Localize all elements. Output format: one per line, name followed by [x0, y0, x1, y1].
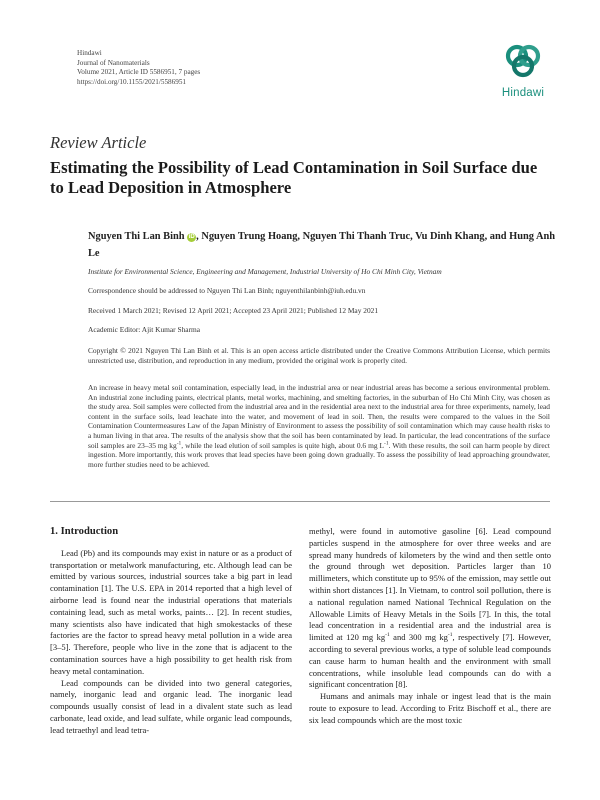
hindawi-logo — [495, 41, 551, 109]
hindawi-logo-icon — [503, 41, 543, 81]
logo-wordmark: Hindawi — [501, 87, 545, 99]
intro-text-a: methyl, were found in automotive gasoline [6]. Lead compound particles suspend in the atmosphere for over three weeks and are spread many hundreds of kilometers by the wind and then settle onto the ground through wet deposition. Particles larger than 10 millimeters, which constitute up to 95% of the emission, may settle out within short distances [1]. In Vietnam, to control soil pollution, there is a national regulation named National Technical Regulation on the Allowable Limits of Heavy Metals in the Soils [7]. In this, the total lead concentration in a residential area and the industrial area is limited at 120 mg kg — [309, 526, 551, 643]
intro-text-c: , respectively [7]. However, according to several previous works, a type of soluble lead compounds can cause harm to human health and the environment with small concentrations, while insoluble lead compounds can do with a significant concentration [8]. — [309, 632, 552, 690]
intro-text-b: and 300 mg kg — [389, 632, 448, 643]
right-column — [309, 526, 551, 727]
article-type: Review Article — [50, 133, 147, 152]
article-title: Estimating the Possibility of Lead Contamination in Soil Surface due to Lead Deposition in Atmosphere — [50, 158, 538, 197]
other-authors: , Nguyen Trung Hoang, Nguyen Thi Thanh Truc, Vu Dinh Khang, and Hung Anh Le — [88, 231, 556, 259]
publication-dates: Received 1 March 2021; Revised 12 April 2021; Accepted 23 April 2021; Published 12 May 2021 — [88, 306, 379, 315]
academic-editor: Academic Editor: Ajit Kumar Sharma — [88, 325, 201, 334]
publisher-name: Hindawi — [77, 49, 102, 57]
abstract-text-2: , while the lead elution of soil samples is quite high, about 0.6 mg L — [181, 440, 385, 450]
abstract-text-3: . With these results, the soil can harm people by direct ingestion. More importantly, this work proves that lead species have been going down gradually. To assess the possibility of lead approaching groundwater, more further studies need to be achieved. — [88, 440, 550, 469]
abstract — [88, 383, 550, 469]
volume-line: Volume 2021, Article ID 5586951, 7 pages — [77, 68, 201, 77]
copyright-notice: Copyright © 2021 Nguyen Thi Lan Binh et al. This is an open access article distributed under the Creative Commons Attribution License, which permits unrestricted use, distribution, and reproduction in any medium, provided the original work is properly cited. — [88, 346, 550, 365]
journal-name: Journal of Nanomaterials — [77, 58, 150, 67]
intro-superscript-2: -1 — [447, 632, 453, 639]
correspondence: Correspondence should be addressed to Nguyen Thi Lan Binh; nguyenthilanbinh@iuh.edu.vn — [88, 286, 366, 295]
orcid-icon[interactable]: iD — [188, 234, 195, 240]
doi-link[interactable]: https://doi.org/10.1155/2021/5586951 — [77, 77, 187, 86]
intro-paragraph-2: Lead compounds can be divided into two general categories, namely, inorganic lead and organic lead. The inorganic lead compounds usually consist of lead in a divalent state such as lead carbonate, lead oxide, and lead sulfate, while organic lead compounds, lead tetraethyl and lead tetra- — [50, 677, 292, 735]
first-author[interactable]: Nguyen Thi Lan Binh — [88, 231, 185, 242]
journal-meta — [77, 49, 200, 87]
left-column — [50, 526, 292, 737]
abstract-superscript-2: -1 — [384, 440, 389, 447]
author-list — [88, 229, 558, 262]
abstract-superscript-1: -1 — [176, 440, 182, 447]
intro-paragraph-3 — [309, 526, 551, 691]
affiliation: Institute for Environmental Science, Engineering and Management, Industrial University of Ho Chi Minh City, Vietnam — [88, 267, 442, 276]
section-heading-introduction: 1. Introduction — [50, 526, 119, 537]
intro-superscript-1: -1 — [385, 632, 390, 639]
intro-paragraph-4: Humans and animals may inhale or ingest lead that is the main route to exposure to lead. According to Fritz Bischoff et al., there are six lead compounds which are the most toxic — [309, 691, 551, 725]
abstract-text-1: An increase in heavy metal soil contamination, especially lead, in the industrial area or near industrial areas has become a serious environmental problem. An industrial zone including paints, electrical plants, metal works, machining, and smelting factories, in the suburban of Ho Chi Minh City, was chosen as the study area. Soil samples were collected from the industrial area and in the residential area next to the industrial area for three experiments, namely, lead content in the surface soils, lead leachate into the water, and movement of lead in soil. Then, the results were compared to the values in the Soil Contamination Countermeasures Law of the Japan Ministry of Environment to assess the possibility of soil contamination which may cause health risks to a human living in that area. The results of the analysis show that the soil has been contaminated by lead. In particular, the lead concentrations of the surface soil samples are 23–35 mg kg — [88, 383, 550, 450]
section-divider — [50, 501, 550, 502]
intro-paragraph-1: Lead (Pb) and its compounds may exist in nature or as a product of transportation or metalwork manufacturing, etc. Although lead can be emitted by various sources, industrial sources take a big part in lead contamination [1]. The U.S. EPA in 2014 reported that a high level of airborne lead is found near the industrial operations that materials containing lead, such as metal works, paints… [2]. In recent studies, many scientists also have indicated that high smokestacks of these factories are the factor to spread heavy metal pollution in a wide area [3–5]. Therefore, people who live in the zone that is adjacent to the contamination sources have a high possibility to get health risk from heavy metal contamination. — [50, 547, 292, 676]
